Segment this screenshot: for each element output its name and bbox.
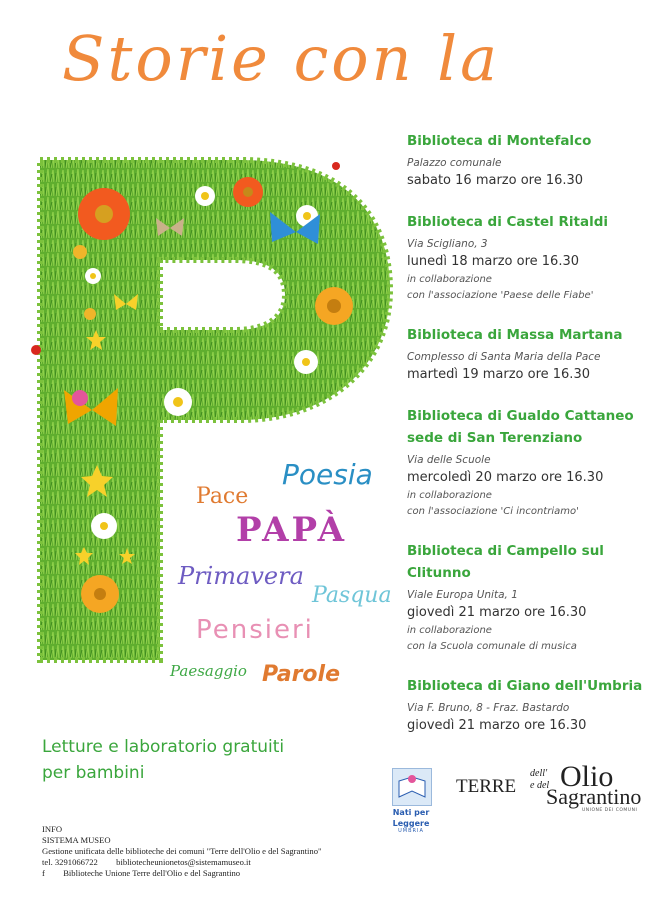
npl-region: UMBRIA <box>398 828 424 834</box>
logo-edel: e del <box>530 780 550 791</box>
event-library-name: Biblioteca di Massa Martana <box>407 327 623 343</box>
event-item <box>407 211 643 304</box>
event-note: in collaborazione <box>407 274 492 285</box>
event-item <box>407 675 643 736</box>
word-pensieri: Pensieri <box>196 615 314 645</box>
info-heading: INFO <box>42 824 63 834</box>
event-note: con la Scuola comunale di musica <box>407 641 577 652</box>
reading-child-icon <box>392 768 432 806</box>
info-block <box>42 824 322 879</box>
event-address: Via delle Scuole <box>407 454 491 466</box>
event-item <box>407 130 643 191</box>
ladybug <box>31 345 41 355</box>
word-papa: PAPÀ <box>236 510 347 550</box>
logo-sagrantino: Sagrantino <box>546 784 642 809</box>
poster-title: Storie con la <box>62 22 501 95</box>
event-note: con l'associazione 'Paese delle Fiabe' <box>407 290 594 301</box>
event-item <box>407 324 643 385</box>
info-email[interactable]: bibliotecheunionetos@sistemamuseo.it <box>116 857 251 867</box>
info-description: Gestione unificata delle biblioteche dei comuni "Terre dell'Olio e del Sagrantino" <box>42 846 322 856</box>
word-primavera: Primavera <box>178 562 304 590</box>
event-address: Via Scigliano, 3 <box>407 238 488 250</box>
word-pasqua: Pasqua <box>312 583 392 608</box>
nati-per-leggere-logo <box>390 768 432 834</box>
word-poesia: Poesia <box>282 458 373 491</box>
event-item <box>407 405 643 520</box>
npl-text-2: Leggere <box>392 819 430 828</box>
word-paesaggio: Paesaggio <box>170 662 247 680</box>
tagline-line: Letture e laboratorio gratuiti <box>42 737 285 757</box>
logo-dell: dell' <box>530 768 548 779</box>
event-list <box>407 130 643 756</box>
info-org: SISTEMA MUSEO <box>42 835 111 845</box>
event-library-name: Biblioteca di Campello sul Clitunno <box>407 543 604 581</box>
facebook-page[interactable]: Biblioteche Unione Terre dell'Olio e del Sagrantino <box>63 868 241 878</box>
logo-subtitle: UNIONE DEI COMUNI <box>582 808 638 813</box>
event-library-name: Biblioteca di Giano dell'Umbria <box>407 678 643 694</box>
event-address: Via F. Bruno, 8 - Fraz. Bastardo <box>407 702 570 714</box>
npl-text-1: Nati per <box>392 808 430 817</box>
logo-terre: TERRE <box>456 776 517 797</box>
event-address: Complesso di Santa Maria della Pace <box>407 351 601 363</box>
tagline-line: per bambini <box>42 763 145 783</box>
event-date: sabato 16 marzo ore 16.30 <box>407 173 584 188</box>
event-date: lunedì 18 marzo ore 16.30 <box>407 254 580 269</box>
event-item <box>407 540 643 655</box>
word-pace: Pace <box>196 484 249 509</box>
event-date: giovedì 21 marzo ore 16.30 <box>407 605 587 620</box>
event-note: in collaborazione <box>407 490 492 501</box>
event-library-name: Biblioteca di Castel Ritaldi <box>407 214 609 230</box>
tagline <box>42 734 284 786</box>
terre-olio-sagrantino-logo <box>456 760 642 814</box>
info-contacts <box>42 857 322 868</box>
info-facebook <box>42 868 322 879</box>
event-library-name: Biblioteca di Montefalco <box>407 133 592 149</box>
logo-olio: Olio <box>560 760 614 793</box>
event-note: in collaborazione <box>407 625 492 636</box>
word-parole: Parole <box>262 662 340 687</box>
event-date: martedì 19 marzo ore 16.30 <box>407 367 590 382</box>
event-date: mercoledì 20 marzo ore 16.30 <box>407 470 604 485</box>
info-phone: tel. 3291066722 <box>42 857 98 867</box>
event-address: Palazzo comunale <box>407 157 502 169</box>
event-date: giovedì 21 marzo ore 16.30 <box>407 718 587 733</box>
ladybug <box>332 162 340 170</box>
facebook-icon: f <box>42 868 45 878</box>
event-library-name: Biblioteca di Gualdo Cattaneo sede di San Terenziano <box>407 408 634 446</box>
event-note: con l'associazione 'Ci incontriamo' <box>407 506 579 517</box>
event-address: Viale Europa Unita, 1 <box>407 589 518 601</box>
